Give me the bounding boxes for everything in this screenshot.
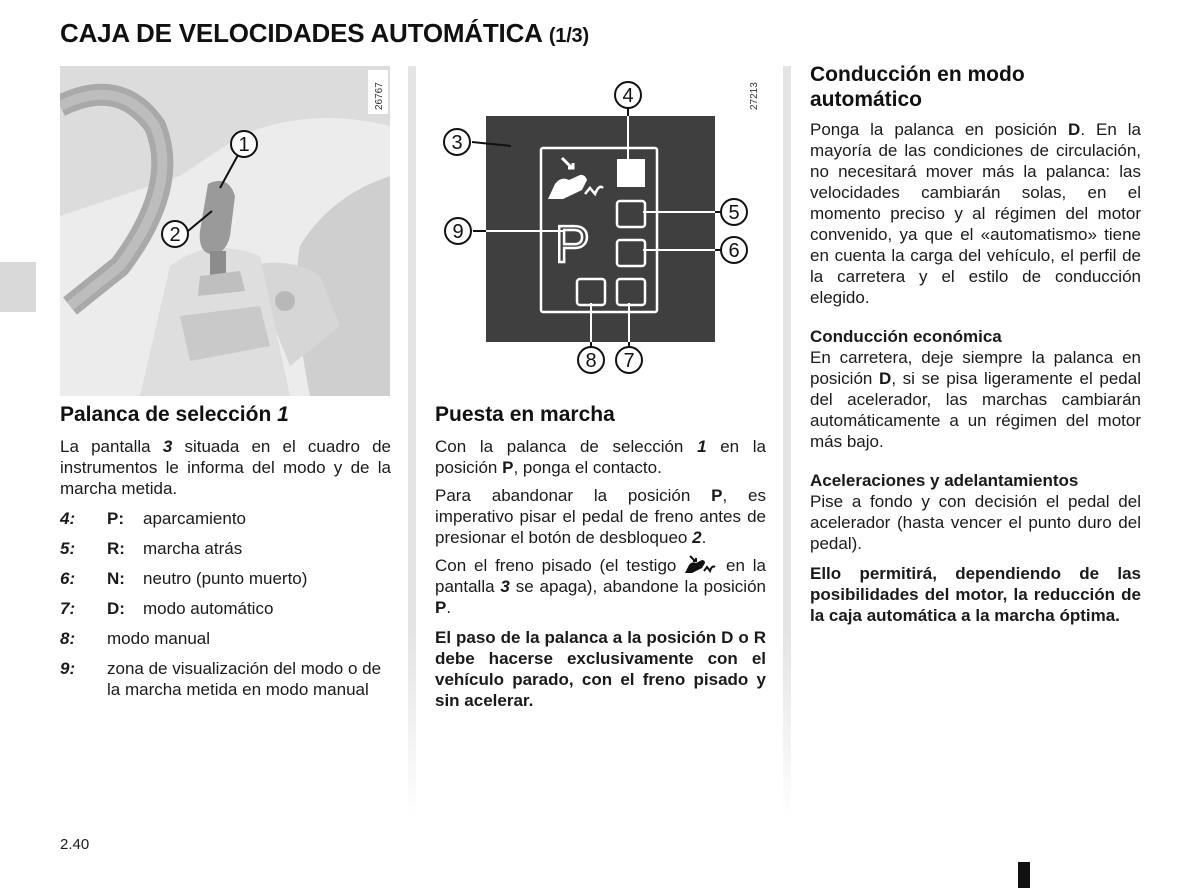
legend-row [60, 538, 391, 559]
heading-text: Palanca de selección [60, 403, 272, 426]
display-panel [486, 116, 715, 342]
text: . [446, 598, 452, 617]
auto-paragraph [810, 119, 1141, 308]
callout-1-label: 1 [238, 134, 250, 156]
legend-num: 4: [60, 509, 76, 528]
page-number: 2.40 [60, 836, 90, 853]
section-tab [0, 262, 36, 312]
section-heading-auto: Conducción en modo automático [810, 63, 1025, 111]
callout-2-label: 2 [169, 224, 181, 246]
acc-heading: Aceleraciones y adelantamientos [810, 471, 1079, 490]
warning-paragraph: El paso de la palanca a la posición D o R debe hacerse exclusivamente con el vehículo parado, con el freno pisado y sin acelerar. [435, 628, 766, 710]
callout-7-label: 7 [623, 350, 635, 372]
indicator-p [617, 159, 645, 187]
legend-num: 8: [60, 629, 76, 648]
legend-num: 9: [60, 659, 76, 678]
text: situada en el cuadro de instrumentos le informa del modo y de la marcha metida. [60, 437, 391, 498]
legend-key: R: [107, 539, 125, 558]
ref: D [1068, 120, 1081, 139]
gear-display-diagram [435, 66, 765, 386]
legend-num: 7: [60, 599, 76, 618]
brake-paragraph [435, 555, 766, 618]
callout-9-label: 9 [452, 221, 464, 243]
photo-code: 26767 [374, 82, 385, 110]
acc-block [810, 470, 1141, 554]
ref: P [711, 486, 723, 505]
intro-paragraph [60, 436, 391, 499]
legend-key: N: [107, 569, 125, 588]
column-3 [810, 62, 1141, 626]
eco-block [810, 326, 1141, 452]
unlock-paragraph [435, 485, 766, 548]
legend-row [60, 508, 391, 529]
text: Con la palanca de selección [435, 437, 698, 456]
legend-text: zona de visualización del modo o de la marcha metida en modo manual [107, 659, 382, 699]
text: se apaga), abandone la posición [509, 577, 766, 596]
text: en la pantalla [435, 556, 766, 596]
eco-heading: Conducción económica [810, 327, 1002, 346]
ref: 2 [692, 528, 702, 547]
text: Para abandonar la posición [435, 486, 712, 505]
column-1 [60, 402, 391, 700]
text: La pantalla [60, 437, 163, 456]
start-paragraph [435, 436, 766, 478]
section-heading-lever [60, 402, 391, 427]
legend-key: P: [107, 509, 124, 528]
legend-list [60, 508, 391, 700]
section-heading-start: Puesta en marcha [435, 403, 615, 426]
legend-num: 5: [60, 539, 76, 558]
ref: D [879, 369, 892, 388]
callout-5-label: 5 [728, 202, 740, 224]
legend-text: aparcamiento [143, 509, 247, 528]
callout-3-label: 3 [451, 132, 463, 154]
foot-on-pedal-icon [684, 555, 718, 575]
diagram-code: 27213 [749, 82, 760, 110]
text: en la posición [435, 437, 766, 477]
display-letter: P [555, 216, 590, 274]
ref: 3 [500, 577, 510, 596]
text: . [701, 528, 707, 547]
final-paragraph: Ello permitirá, dependiendo de las posibilidades del motor, la reducción de la caja automática a la marcha óptima. [810, 564, 1141, 625]
legend-num: 6: [60, 569, 76, 588]
text: En carretera, deje siempre la palanca en posición [810, 348, 1141, 388]
legend-row [60, 568, 391, 589]
callout-4-label: 4 [622, 85, 634, 107]
text: Con el freno pisado (el testigo [435, 556, 685, 575]
heading-num: 1 [277, 403, 289, 426]
legend-key: D: [107, 599, 125, 618]
legend-row [60, 658, 391, 700]
column-divider [783, 66, 791, 820]
text: , si se pisa ligeramente el pedal del acelerador, las marchas cambiarán automáticamente a un régimen del motor más bajo. [810, 369, 1141, 451]
text: , es imperativo pisar el pedal de freno antes de presionar el botón de desbloqueo [435, 486, 766, 547]
text: . En la mayoría de las condiciones de circulación, no necesitará mover más la palanca: las velocidades cambiarán solas, en el momento preciso y al régimen del motor convenido, ya que el «automatismo» tiene en cuenta la carga del vehículo, el perfil de la carretera y el estilo de conducción elegido. [810, 120, 1141, 307]
legend-text: modo manual [107, 629, 211, 648]
legend-text: modo automático [143, 599, 274, 618]
ref: P [502, 458, 514, 477]
page-title-part: (1/3) [548, 25, 589, 47]
legend-text: neutro (punto muerto) [143, 569, 308, 588]
corner-mark [1018, 862, 1030, 888]
legend-row [60, 598, 391, 619]
page-title [60, 18, 589, 49]
callout-6-label: 6 [728, 240, 740, 262]
acc-paragraph: Pise a fondo y con decisión el pedal del acelerador (hasta vencer el punto duro del pedal). [810, 492, 1141, 553]
gear-lever-photo [60, 66, 390, 396]
callout-8-label: 8 [585, 350, 597, 372]
column-2 [435, 402, 766, 711]
eco-paragraph [810, 347, 1141, 452]
legend-row [60, 628, 391, 649]
text: Ponga la palanca en posición [810, 120, 1069, 139]
column-divider [408, 66, 416, 820]
ref: P [435, 598, 447, 617]
page-title-text: CAJA DE VELOCIDADES AUTOMÁTICA [60, 18, 542, 48]
text: , ponga el contacto. [513, 458, 662, 477]
ref: 1 [697, 437, 707, 456]
ref: 3 [162, 437, 173, 456]
legend-text: marcha atrás [143, 539, 243, 558]
